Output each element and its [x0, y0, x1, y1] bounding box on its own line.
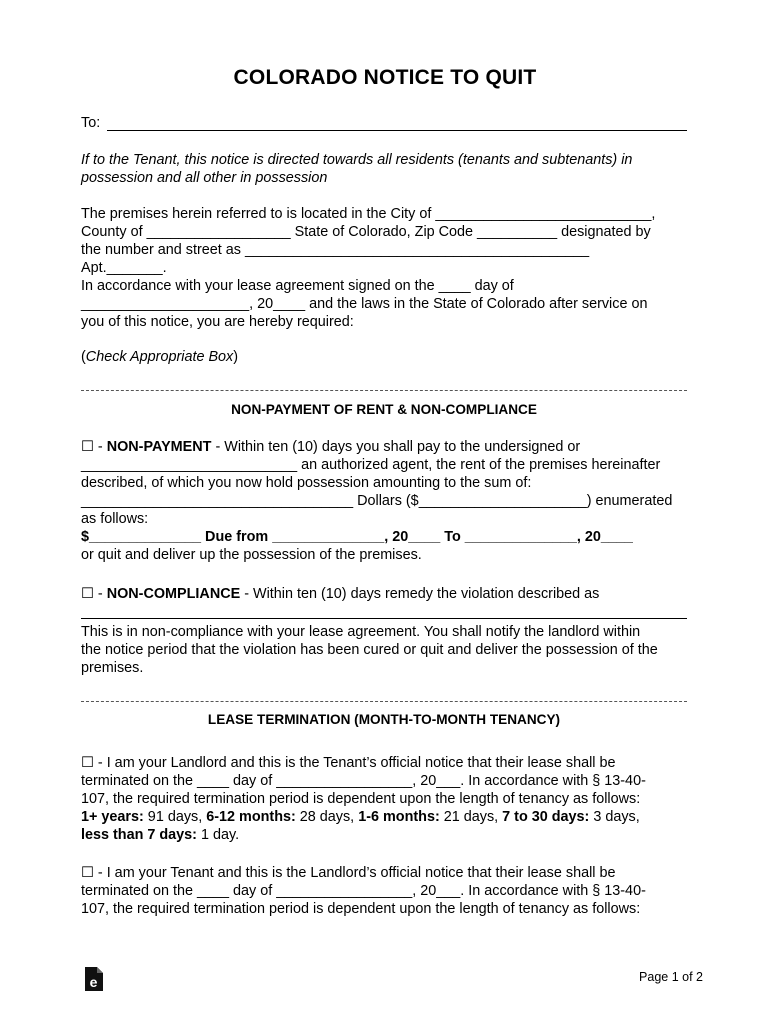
premises-line-3: the number and street as ___________________________________________	[81, 242, 590, 258]
landlord-line-1: ☐ - I am your Landlord and this is the Tenant’s official notice that their lease shall be	[81, 755, 616, 771]
tenant-line-3: 107, the required termination period is dependent upon the length of tenancy as follows:	[81, 901, 641, 917]
premises-line-5: In accordance with your lease agreement signed on the ____ day of	[81, 278, 514, 294]
premises-line-1: The premises herein referred to is located in the City of ___________________________,	[81, 206, 656, 222]
nonpayment-due-line: $______________ Due from ______________, 20____ To ______________, 20____	[81, 529, 633, 545]
noncompliance-option: ☐ - NON-COMPLIANCE - Within ten (10) days remedy the violation described as	[81, 586, 600, 602]
to-label: To:	[81, 115, 101, 131]
section-divider-1	[81, 390, 687, 391]
intro-line-2: possession and all other in possession	[81, 170, 328, 186]
section-heading-nonpayment: NON-PAYMENT OF RENT & NON-COMPLIANCE	[231, 402, 537, 417]
premises-line-7: you of this notice, you are hereby required:	[81, 314, 354, 330]
tenant-line-2: terminated on the ____ day of _________________, 20___. In accordance with § 13-40-	[81, 883, 646, 899]
to-underline	[107, 130, 687, 131]
violation-underline	[81, 618, 687, 619]
intro-line-1: If to the Tenant, this notice is directed towards all residents (tenants and subtenants) in	[81, 152, 633, 168]
section-divider-2	[81, 701, 687, 702]
premises-line-6: _____________________, 20____ and the laws in the State of Colorado after service on	[81, 296, 648, 312]
premises-line-4: Apt._______.	[81, 260, 167, 276]
noncompliance-line-1: This is in non-compliance with your lease agreement. You shall notify the landlord within	[81, 624, 641, 640]
nonpayment-line-4: as follows:	[81, 511, 149, 527]
nonpayment-option: ☐ - NON-PAYMENT - Within ten (10) days you shall pay to the undersigned or	[81, 439, 581, 455]
nonpayment-line-1: ___________________________ an authorized agent, the rent of the premises hereinafter	[81, 457, 661, 473]
tenancy-terms-line-2: less than 7 days: 1 day.	[81, 827, 240, 843]
noncompliance-line-3: premises.	[81, 660, 144, 676]
eforms-logo-icon	[83, 966, 105, 992]
nonpayment-last-line: or quit and deliver up the possession of the premises.	[81, 547, 422, 563]
tenancy-terms-line-1: 1+ years: 91 days, 6-12 months: 28 days, 1-6 months: 21 days, 7 to 30 days: 3 days,	[81, 809, 640, 825]
document-title: COLORADO NOTICE TO QUIT	[233, 66, 537, 89]
svg-text:e: e	[89, 974, 98, 990]
checkbox-noncompliance[interactable]: ☐	[81, 586, 94, 602]
noncompliance-line-2: the notice period that the violation has been cured or quit and deliver the possession of the	[81, 642, 658, 658]
section-heading-lease-termination: LEASE TERMINATION (MONTH-TO-MONTH TENANCY)	[207, 712, 561, 727]
nonpayment-line-3: __________________________________ Dollars ($_____________________) enumerated	[81, 493, 673, 509]
checkbox-nonpayment[interactable]: ☐	[81, 439, 94, 455]
page-number: Page 1 of 2	[639, 970, 703, 984]
premises-line-2: County of __________________ State of Colorado, Zip Code __________ designated by	[81, 224, 651, 240]
tenant-line-1: ☐ - I am your Tenant and this is the Landlord’s official notice that their lease shall be	[81, 865, 616, 881]
landlord-line-2: terminated on the ____ day of _________________, 20___. In accordance with § 13-40-	[81, 773, 646, 789]
check-box-instruction: (Check Appropriate Box)	[81, 349, 239, 365]
nonpayment-line-2: described, of which you now hold possession amounting to the sum of:	[81, 475, 532, 491]
landlord-line-3: 107, the required termination period is dependent upon the length of tenancy as follows:	[81, 791, 641, 807]
